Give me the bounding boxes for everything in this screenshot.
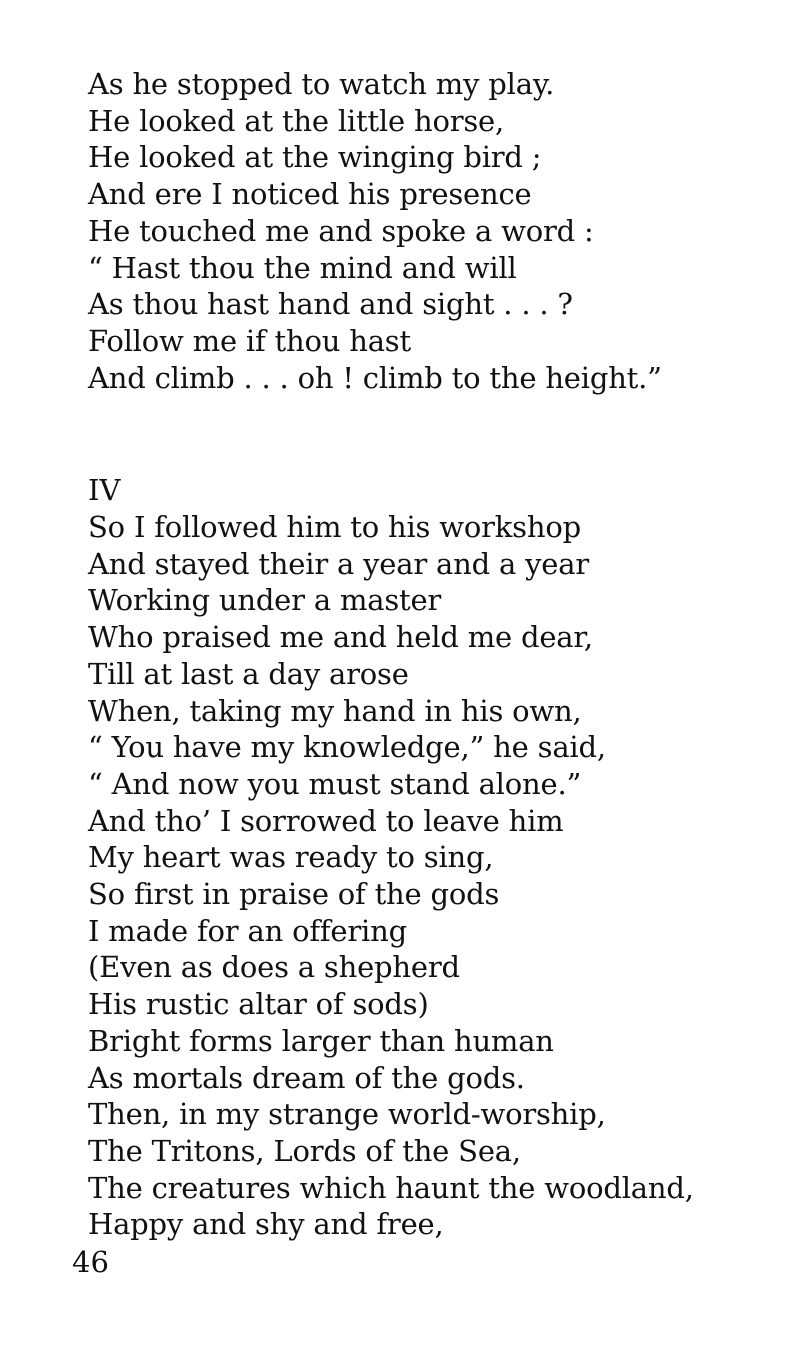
poem-line: My heart was ready to sing,: [88, 840, 494, 875]
poem-line: So first in praise of the gods: [88, 877, 500, 912]
poem-line: As thou hast hand and sight . . . ?: [88, 287, 573, 322]
poem-line: (Even as does a shepherd: [88, 950, 460, 985]
poem-line: Follow me if thou hast: [88, 323, 411, 358]
poem-line: I made for an offering: [88, 913, 407, 948]
poem-line: As he stopped to watch my play.: [88, 67, 555, 101]
poem-line: Then, in my strange world-worship,: [88, 1097, 606, 1132]
poem-line: He looked at the winging bird ;: [88, 140, 542, 175]
poem-line: And tho’ I sorrowed to leave him: [88, 803, 564, 838]
poem-line: When, taking my hand in his own,: [88, 693, 582, 728]
poem-line: As mortals dream of the gods.: [88, 1060, 525, 1095]
poem-line: “ Hast thou the mind and will: [88, 250, 517, 285]
poem-line: And climb . . . oh ! climb to the height.”: [88, 360, 662, 395]
poem-line: Working under a master: [88, 583, 442, 618]
poem-line: He touched me and spoke a word :: [88, 213, 594, 248]
poem-line: Till at last a day arose: [88, 656, 409, 691]
poem-line: The Tritons, Lords of the Sea,: [88, 1133, 521, 1168]
poem-line: So I followed him to his workshop: [88, 510, 581, 544]
poem-line: The creatures which haunt the woodland,: [88, 1170, 694, 1205]
poem-stanza-continued: [88, 66, 662, 396]
poem-line: His rustic altar of sods): [88, 987, 429, 1022]
poem-line: And ere I noticed his presence: [88, 177, 532, 212]
poem-line: He looked at the little horse,: [88, 103, 505, 138]
poem-line: And stayed their a year and a year: [88, 546, 589, 581]
section-heading: IV: [88, 473, 121, 507]
poem-line: “ And now you must stand alone.”: [88, 766, 582, 801]
poem-line: “ You have my knowledge,” he said,: [88, 730, 606, 765]
poem-line: Happy and shy and free,: [88, 1207, 444, 1242]
poem-stanza-iv: [88, 509, 694, 1243]
page-number: 46: [72, 1245, 109, 1279]
poem-line: Bright forms larger than human: [88, 1023, 554, 1058]
poem-line: Who praised me and held me dear,: [88, 620, 593, 655]
